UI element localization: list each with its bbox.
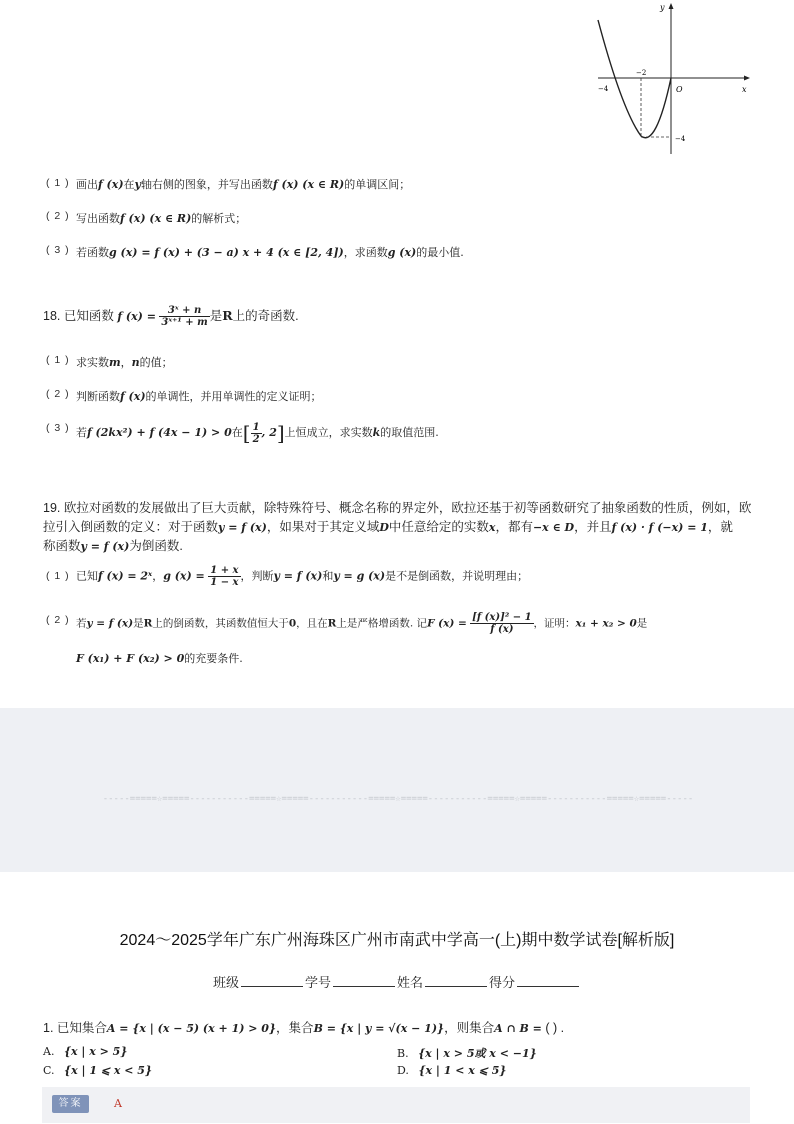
text: ，就 [707, 520, 733, 534]
score-blank[interactable] [517, 974, 579, 987]
math: f (x) [120, 390, 146, 403]
math: k [372, 426, 381, 439]
text: 若 [76, 426, 87, 439]
math: A = {x | (x − 5) (x + 1) > 0} [106, 1022, 277, 1035]
sub-number: ( 2 ) [46, 388, 70, 400]
tick-label-y-neg4: −4 [675, 135, 686, 143]
math: f (x) (x ∈ R) [120, 212, 192, 225]
name-label: 姓名 [397, 975, 424, 990]
math: F (x) = [427, 617, 467, 630]
text: 的值； [139, 356, 173, 369]
q18-sub3 [46, 416, 70, 435]
sub-number: ( 2 ) [46, 210, 70, 222]
name-blank[interactable] [425, 974, 487, 987]
q1-option-c[interactable] [43, 1064, 152, 1077]
class-label: 班级 [212, 975, 239, 990]
fraction [208, 565, 240, 588]
q18-sub2-text [76, 388, 322, 404]
option-text: {x | x > 5} [63, 1045, 128, 1058]
answer-bar [42, 1087, 750, 1123]
option-text: {x | 1 < x ⩽ 5} [418, 1064, 507, 1077]
math: n [131, 356, 140, 369]
text: 称函数 [43, 539, 81, 553]
answer-badge: 答案 [52, 1095, 89, 1113]
q17-sub2 [46, 204, 70, 223]
q19-sub2-text [76, 612, 647, 635]
text: 上是严格增函数. 记 [336, 617, 428, 630]
math: B = {x | y = √(x − 1)} [313, 1022, 445, 1035]
q17-sub1-text [76, 176, 410, 192]
text: 的取值范围. [380, 426, 439, 439]
text: 上恒成立，求实数 [284, 426, 373, 439]
q17-sub1 [46, 171, 70, 190]
math: g (x) [387, 246, 417, 259]
denominator: 2 [252, 433, 260, 445]
student-info-line [0, 972, 794, 991]
text: 轴右侧的图象，并写出函数 [140, 178, 273, 191]
text: ， [120, 356, 132, 369]
text: ，证明： [533, 617, 576, 630]
text: 上的倒函数，其函数值恒大于 [152, 617, 289, 630]
math: y = f (x) [273, 569, 323, 583]
option-label: A. [43, 1045, 55, 1058]
q18-stem [43, 305, 299, 328]
text: 拉引入倒函数的定义：对于函数 [43, 520, 219, 534]
math: D [379, 521, 389, 534]
q19-sub2-line2 [76, 650, 243, 666]
fraction [159, 305, 209, 328]
tick-label-x-neg4: −4 [598, 85, 609, 93]
text: ，且在 [296, 617, 328, 630]
text: ( ) . [541, 1021, 565, 1035]
tick-label-x-neg2: −2 [636, 69, 647, 77]
q18-sub1-text [76, 354, 173, 370]
math: R [327, 617, 337, 630]
denominator: f (x) [490, 624, 514, 635]
text: ，都有 [495, 520, 533, 534]
q1-stem [43, 1018, 564, 1036]
math: −x ∈ D [532, 521, 575, 534]
text: 1. 已知集合 [43, 1021, 107, 1035]
text: 求实数 [76, 356, 109, 369]
math: y [134, 178, 141, 191]
q17-sub3 [46, 238, 70, 257]
math: R [143, 617, 153, 630]
interval-fraction [251, 422, 262, 445]
math: f (2kx²) + f (4x − 1) > 0 [87, 426, 232, 439]
decorative-divider: -----=====☆=====-----------=====☆=====-----------=====☆=====-----------=====☆=====-----------=====☆=====----- [102, 794, 694, 804]
text: 为倒函数. [129, 539, 183, 553]
option-label: C. [43, 1064, 55, 1077]
q19-line3 [43, 536, 183, 554]
math: x₁ + x₂ > 0 [575, 617, 637, 630]
text: 中任意给定的实数 [388, 520, 489, 534]
text: 的解析式； [191, 212, 247, 225]
math: m [109, 356, 121, 369]
math: , 2 [261, 426, 277, 439]
y-axis-arrow [669, 3, 674, 9]
fraction [470, 612, 533, 635]
math: y = f (x) [86, 617, 134, 630]
text: ，并且 [574, 520, 612, 534]
q18-sub2 [46, 382, 70, 401]
x-axis-arrow [744, 76, 750, 81]
text: 写出函数 [76, 212, 120, 225]
option-label: B. [397, 1047, 409, 1060]
function-graph [594, 0, 754, 158]
sub-number: ( 1 ) [46, 354, 70, 366]
option-text: {x | x > 5或 x < −1} [418, 1047, 537, 1060]
q19-line2 [43, 517, 733, 535]
sub-number: ( 1 ) [46, 570, 70, 582]
q19-sub2 [46, 608, 70, 627]
q1-option-b[interactable] [397, 1045, 537, 1061]
math: g (x) = f (x) + (3 − a) x + 4 (x ∈ [2, 4]) [109, 246, 344, 259]
text: ，如果对于其定义域 [266, 520, 380, 534]
text: 和 [322, 569, 334, 583]
math: A ∩ B = [494, 1022, 542, 1035]
option-text: {x | 1 ⩽ x < 5} [64, 1064, 153, 1077]
text: 是不是倒函数，并说明理由； [385, 569, 529, 583]
y-axis-label: y [660, 3, 665, 12]
text: 是 [636, 617, 648, 630]
text: 是 [133, 617, 144, 630]
text: ，判断 [240, 569, 274, 583]
math: y = f (x) [80, 540, 130, 553]
q19-line1 [43, 498, 751, 516]
math: f (x) = 2ˣ [98, 569, 153, 583]
q17-sub3-text [76, 244, 464, 260]
q18-sub3-text: 若f (2kx²) + f (4x − 1) > 0在[ $\frac{1}{2}$ , 2]上恒成立，求实数k的取值范围. [76, 421, 439, 445]
class-blank[interactable] [241, 974, 303, 987]
math: f (x) = [117, 309, 156, 323]
math: y = g (x) [333, 569, 386, 583]
math: x [488, 521, 496, 534]
text: 19. 欧拉对函数的发展做出了巨大贡献，除特殊符号、概念名称的界定外，欧拉还基于初等函数研究了抽象函数的性质，例如，欧 [43, 501, 752, 515]
text: 已知 [76, 569, 98, 583]
text: ，集合 [276, 1021, 314, 1035]
sub-number: ( 1 ) [46, 177, 70, 189]
text: ，则集合 [444, 1021, 495, 1035]
sub-number: ( 2 ) [46, 614, 70, 626]
text: 上的奇函数. [232, 308, 299, 323]
text: 的单调性，并用单调性的定义证明； [145, 390, 322, 403]
text: 在 [123, 178, 135, 191]
math: g (x) = [163, 569, 205, 583]
q19-sub1-text [76, 565, 528, 588]
sub-number: ( 3 ) [46, 244, 70, 256]
text: ， [152, 569, 164, 583]
math: 0 [288, 617, 297, 630]
text: ，求函数 [343, 246, 388, 259]
math: f (x) [98, 178, 124, 191]
denominator: 1 − x [210, 577, 239, 588]
text: 若函数 [76, 246, 109, 259]
math: y = f (x) [218, 521, 267, 534]
option-label: D. [397, 1064, 409, 1077]
id-label: 学号 [304, 975, 331, 990]
q1-option-a[interactable] [43, 1045, 127, 1058]
math: f (x) (x ∈ R) [272, 178, 345, 191]
text: 若 [76, 617, 87, 630]
exam-title: 2024～2025学年广东广州海珠区广州市南武中学高一(上)期中数学试卷[解析版] [119, 932, 675, 949]
q18-sub1 [46, 348, 70, 367]
x-axis-label: x [742, 85, 747, 94]
denominator: 3ˣ⁺¹ + m [161, 317, 208, 328]
text: 画出 [76, 178, 98, 191]
sub-number: ( 3 ) [46, 422, 70, 434]
math: R [222, 307, 233, 323]
text: 在 [231, 426, 243, 439]
math: f (x) · f (−x) = 1 [611, 521, 708, 534]
q19-sub1 [46, 564, 70, 583]
origin-label: O [676, 85, 683, 94]
text: 的最小值. [416, 246, 464, 259]
q1-option-d[interactable] [397, 1064, 506, 1077]
text: 是 [209, 308, 223, 323]
text: 的单调区间； [344, 178, 411, 191]
text: 的充要条件. [184, 652, 243, 665]
math: F (x₁) + F (x₂) > 0 [76, 652, 185, 665]
q17-sub2-text [76, 210, 246, 226]
numerator: 1 + x [210, 565, 239, 576]
parabola-curve [598, 20, 671, 138]
text: 18. 已知函数 [43, 308, 114, 323]
score-label: 得分 [489, 975, 516, 990]
id-blank[interactable] [333, 974, 395, 987]
page-separator-band [0, 708, 794, 872]
numerator: 1 [252, 421, 260, 433]
numerator: [f (x)]² − 1 [472, 612, 532, 623]
answer-value: A [114, 1097, 122, 1110]
numerator: 3ˣ + n [159, 305, 209, 317]
text: 判断函数 [76, 390, 120, 403]
